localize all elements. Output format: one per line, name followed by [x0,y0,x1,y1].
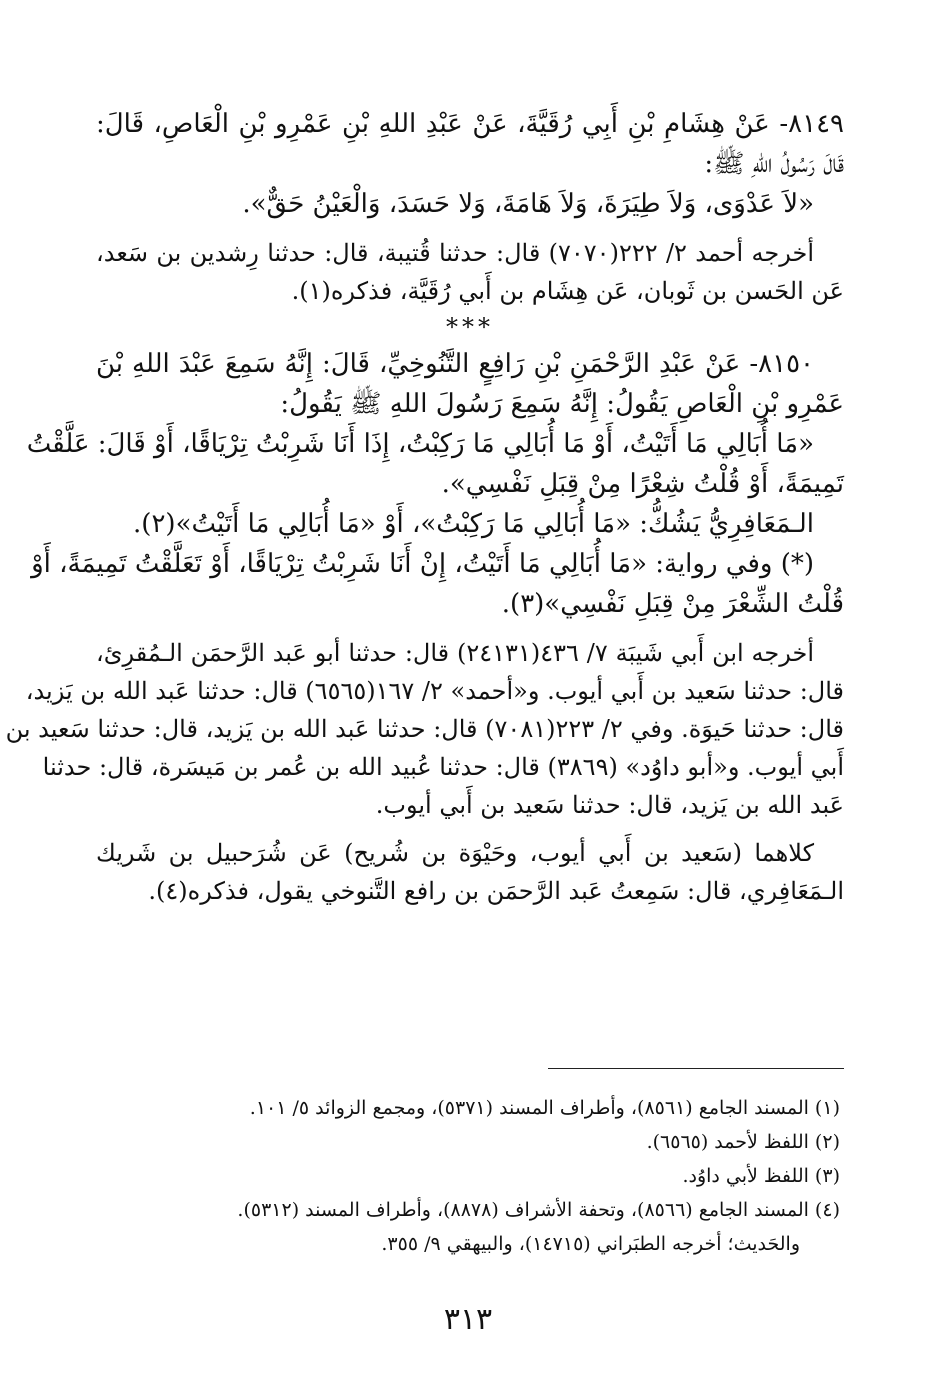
takhrij-8150-line-3: قال: حدثنا حَيوَة. وفي ٢/ ٢٢٣(٧٠٨١) قال: حدثنا عَبد الله بن يَزيد، قال: حدثنا سَعيد بن [5,715,844,743]
takhrij-8150-line-4: أَبي أيوب. و«أبو داوُد» (٣٨٦٩) قال: حدثنا عُبيد الله بن عُمر بن مَيسَرة، قال: حدثنا [42,753,844,781]
hadith-8150-line-4: تَمِيمَةً، أَوْ قُلْتُ شِعْرًا مِنْ قِبَلِ نَفْسِي». [441,469,844,499]
footnote-2: (٢) اللفظ لأحمد (٦٥٦٥). [646,1131,840,1153]
takhrij-8150-line-6: كلاهما (سَعيد بن أَبي أيوب، وحَيْوَة بن شُريح) عَن شُرَحبيل بن شَريك [96,839,814,867]
takhrij-8150-line-5: عَبد الله بن يَزيد، قال: حدثنا سَعيد بن أَبي أيوب. [375,791,844,819]
hadith-8150-line-5: الـمَعَافِرِيُّ يَشُكُّ: «مَا أُبَالِي مَا رَكِبْتُ»، أَوْ «مَا أُبَالِي مَا أَتَيْتُ»(٢). [133,509,814,539]
hadith-8150-line-2: عَمْرِو بْنِ الْعَاصِ يَقُولُ: إِنَّهُ سَمِعَ رَسُولَ اللهِ ﷺ يَقُولُ: [280,389,844,419]
hadith-8150-line-7: قُلْتُ الشِّعْرَ مِنْ قِبَلِ نَفْسِي»(٣). [501,589,844,619]
takhrij-8149-line-1: أخرجه أحمد ٢/ ٢٢٢(٧٠٧٠) قال: حدثنا قُتيبة، قال: حدثنا رِشدين بن سَعد، [96,239,815,267]
hadith-8150-line-6: (*) وفي رواية: «مَا أُبَالِي مَا أَتَيْتُ، إِنْ أَنَا شَرِبْتُ تِرْيَاقًا، أَوْ تَعَلَّقْتُ تَمِيمَةً، أَوْ [31,549,814,579]
hadith-8150-takhrij-1 [5,634,844,824]
footnote-4: (٤) المسند الجامع (٨٥٦٦)، وتحفة الأشراف (٨٨٧٨)، وأطراف المسند (٥٣١٢). [237,1199,840,1221]
hadith-8150-line-3: «مَا أُبَالِي مَا أَتَيْتُ، أَوْ مَا أُبَالِي مَا رَكِبْتُ، إِذَا أَنَا شَرِبْتُ تِرْيَاقًا، أَوْ قَالَ: عَلَّقْتُ [26,429,814,459]
hadith-8149-line-2: قَالَ رَسُولُ اللهِ ﷺ: [704,149,844,179]
hadith-8149 [96,104,844,224]
hadith-8149-line-1: ٨١٤٩- عَنْ هِشَامِ بْنِ أَبِي رُقَيَّةَ، عَنْ عَبْدِ اللهِ بْنِ عَمْرِو بْنِ الْعَاصِ، قَالَ: [96,109,844,139]
takhrij-8150-line-1: أخرجه ابن أَبي شَيبَة ٧/ ٤٣٦(٢٤١٣١) قال: حدثنا أبو عَبد الرَّحمَن الـمُقرِئ، [96,639,815,667]
hadith-8150 [26,344,844,624]
takhrij-8149-line-2: عَن الحَسن بن ثَوبان، عَن هِشَام بن أَبي رُقَيَّة، فذكره(١). [291,277,844,305]
page-number: ٣١٣ [443,1302,493,1337]
footnote-3: (٣) اللفظ لأبي داوُد. [682,1165,840,1187]
hadith-8149-takhrij [96,234,844,310]
hadith-8149-text: «لاَ عَدْوَى، وَلاَ طِيَرَةَ، وَلاَ هَامَةَ، وَلا حَسَدَ، وَالْعَيْنُ حَقٌّ». [242,189,814,219]
hadith-8150-takhrij-2 [96,834,844,910]
page-body [5,104,844,910]
footnote-divider [548,1068,844,1069]
section-separator: *** [446,313,494,341]
footnote-4-continuation: والحَديث؛ أخرجه الطبَراني (١٤٧١٥)، والبيهقي ٩/ ٣٥٥. [381,1233,800,1255]
footnotes [96,1068,844,1261]
hadith-8150-line-1: ٨١٥٠- عَنْ عَبْدِ الرَّحْمَنِ بْنِ رَافِعٍ التَّنُوخِيِّ، قَالَ: إِنَّهُ سَمِعَ عَبْدَ اللهِ بْنَ [96,349,814,379]
takhrij-8150-line-2: قال: حدثنا سَعيد بن أَبي أيوب. و«أحمد» ٢/ ١٦٧(٦٥٦٥) قال: حدثنا عَبد الله بن يَزيد، [25,677,844,705]
takhrij-8150-line-7: الـمَعَافِري، قال: سَمِعتُ عَبد الرَّحمَن بن رافع التَّنوخي يقول، فذكره(٤). [148,877,844,905]
footnote-1: (١) المسند الجامع (٨٥٦١)، وأطراف المسند (٥٣٧١)، ومجمع الزوائد ٥/ ١٠١. [249,1097,840,1119]
